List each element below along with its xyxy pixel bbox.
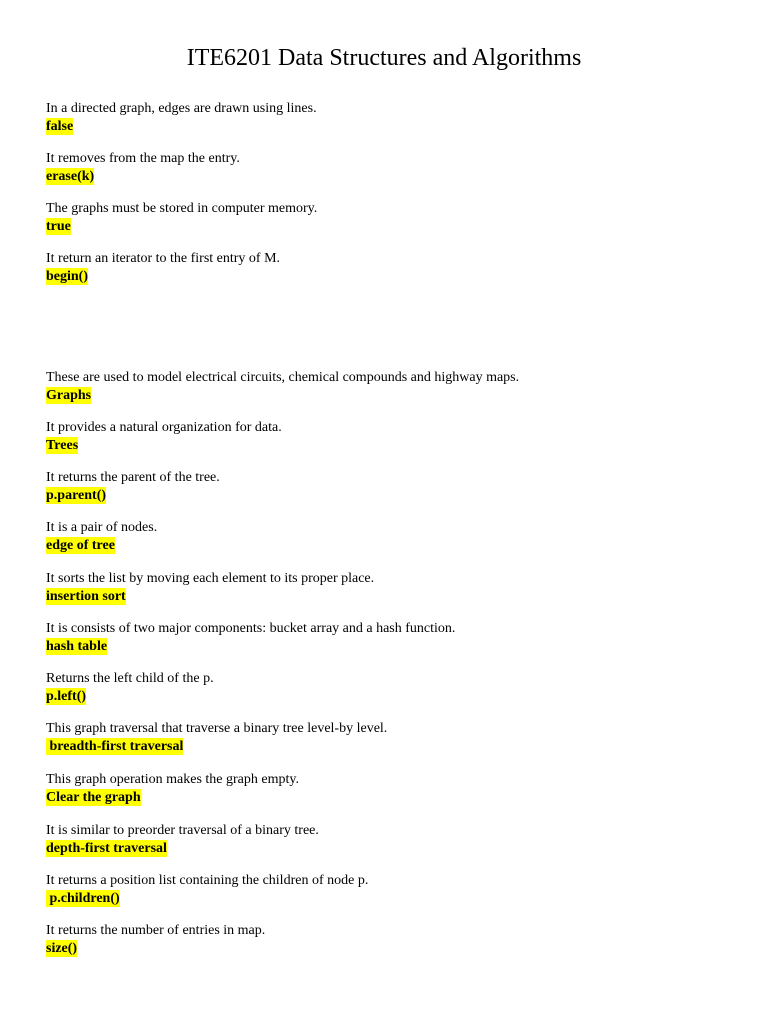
answer-highlight: erase(k) [46,169,95,184]
question-text: It provides a natural organization for data. [46,420,282,435]
answer-highlight: insertion sort [46,589,126,604]
document-title: ITE6201 Data Structures and Algorithms [186,45,582,71]
answer-highlight: p.parent() [46,488,107,503]
qa-item [46,369,746,404]
qa-item [46,720,746,755]
answer-highlight: p.children() [46,891,120,906]
qa-item [46,200,746,235]
qa-item [46,872,746,907]
question-text: The graphs must be stored in computer memory. [46,201,318,216]
qa-item [46,822,746,857]
answer-highlight: Trees [46,438,79,453]
answer-highlight: true [46,219,71,234]
question-text: It removes from the map the entry. [46,151,240,166]
question-text: These are used to model electrical circuits, chemical compounds and highway maps. [46,370,520,385]
question-text: It is consists of two major components: bucket array and a hash function. [46,621,456,636]
qa-item [46,150,746,185]
qa-item [46,419,746,454]
qa-item [46,469,746,504]
qa-item [46,771,746,806]
qa-item [46,250,746,285]
question-text: It sorts the list by moving each element to its proper place. [46,571,375,586]
question-text: In a directed graph, edges are drawn using lines. [46,101,317,116]
qa-item [46,670,746,705]
qa-item [46,922,746,957]
question-text: It is a pair of nodes. [46,520,158,535]
question-text: Returns the left child of the p. [46,671,214,686]
answer-highlight: Graphs [46,388,92,403]
question-text: It return an iterator to the first entry of M. [46,251,281,266]
qa-item [46,570,746,605]
question-text: This graph traversal that traverse a binary tree level-by level. [46,721,388,736]
answer-highlight: false [46,119,74,134]
answer-highlight: p.left() [46,689,87,704]
answer-highlight: size() [46,941,78,956]
answer-highlight: begin() [46,269,88,284]
answer-highlight: breadth-first traversal [46,739,184,754]
answer-highlight: edge of tree [46,538,115,553]
question-text: This graph operation makes the graph empty. [46,772,299,787]
qa-item [46,100,746,135]
question-text: It returns a position list containing the children of node p. [46,873,369,888]
answer-highlight: depth-first traversal [46,841,167,856]
question-text: It is similar to preorder traversal of a binary tree. [46,823,319,838]
qa-item [46,519,746,554]
answer-highlight: hash table [46,639,108,654]
qa-item [46,620,746,655]
answer-highlight: Clear the graph [46,790,141,805]
question-text: It returns the number of entries in map. [46,923,266,938]
question-text: It returns the parent of the tree. [46,470,220,485]
